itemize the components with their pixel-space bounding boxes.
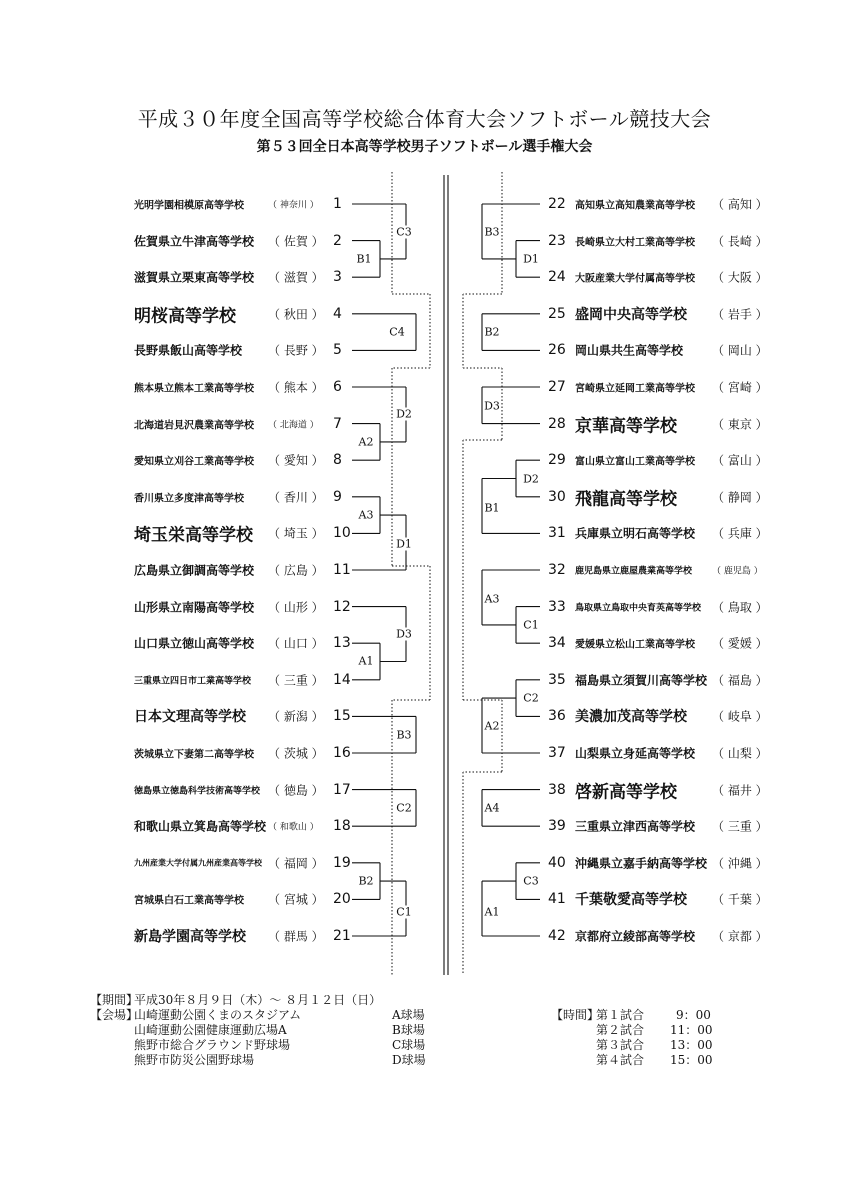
prefecture: （ 新潟 ）	[268, 709, 324, 724]
match-label: A3	[484, 592, 500, 606]
prefecture: （ 兵庫 ）	[712, 526, 768, 541]
prefecture: （ 茨城 ）	[268, 746, 324, 761]
prefecture: （ 福井 ）	[712, 783, 768, 798]
seed-number: 8	[333, 452, 342, 469]
team-name: 広島県立御調高等学校	[134, 563, 255, 578]
team-name: 光明学園相模原高等学校	[134, 200, 244, 212]
team-name: 啓新高等学校	[575, 782, 677, 803]
prefecture: （ 高知 ）	[712, 197, 768, 212]
match-label: B2	[484, 325, 500, 339]
time-label: 【時間】	[551, 1008, 600, 1022]
team-name: 大阪産業大学付属高等学校	[575, 273, 695, 285]
seed-number: 18	[333, 818, 351, 835]
team-name: 鳥取県立鳥取中央育英高等学校	[575, 603, 702, 614]
prefecture: （ 大阪 ）	[712, 270, 768, 285]
match-label: B1	[356, 252, 372, 266]
team-name: 京華高等学校	[575, 416, 677, 437]
match-label: A2	[358, 435, 374, 449]
team-name: 九州産業大学付属九州産業高等学校	[134, 858, 262, 868]
team-name: 京都府立綾部高等学校	[575, 929, 696, 944]
match-label: C1	[396, 905, 412, 919]
seed-number: 9	[333, 488, 342, 505]
prefecture: （ 東京 ）	[712, 417, 768, 432]
prefecture: （ 熊本 ）	[268, 380, 324, 395]
prefecture: （ 福島 ）	[712, 673, 768, 688]
prefecture: （ 香川 ）	[268, 490, 324, 505]
page-subtitle: 第５３回全日本高等学校男子ソフトボール選手権大会	[256, 139, 593, 155]
prefecture: （ 和歌山 ）	[268, 822, 319, 833]
prefecture: （ 岩手 ）	[712, 307, 768, 322]
game-name: 第４試合	[596, 1053, 645, 1067]
prefecture: （ 山形 ）	[268, 600, 324, 615]
team-name: 徳島県立徳島科学技術高等学校	[134, 786, 261, 797]
seed-number: 25	[548, 305, 566, 322]
seed-number: 4	[333, 305, 342, 322]
prefecture: （ 沖縄 ）	[712, 856, 768, 871]
team-name: 富山県立富山工業高等学校	[575, 456, 695, 468]
seed-number: 26	[548, 342, 566, 359]
team-name: 盛岡中央高等学校	[575, 306, 687, 323]
prefecture: （ 滋賀 ）	[268, 270, 324, 285]
venue-code: A球場	[392, 1008, 425, 1022]
seed-number: 5	[333, 342, 342, 359]
venue-code: C球場	[392, 1038, 426, 1052]
prefecture: （ 長野 ）	[268, 343, 324, 358]
match-label: B3	[396, 728, 412, 742]
game-time: 15：00	[670, 1053, 713, 1067]
prefecture: （ 愛知 ）	[268, 453, 324, 468]
team-name: 宮崎県立延岡工業高等学校	[575, 383, 695, 395]
seed-number: 24	[548, 269, 566, 286]
seed-number: 31	[548, 525, 566, 542]
prefecture: （ 群馬 ）	[268, 929, 324, 944]
prefecture: （ 宮崎 ）	[712, 380, 768, 395]
team-name: 飛龍高等学校	[575, 489, 677, 510]
prefecture: （ 鳥取 ）	[712, 600, 768, 615]
prefecture: （ 岡山 ）	[712, 343, 768, 358]
seed-number: 20	[333, 891, 351, 908]
seed-number: 40	[548, 854, 566, 871]
team-name: 長野県飯山高等学校	[134, 343, 243, 358]
team-name: 明桜高等学校	[134, 306, 236, 327]
team-name: 茨城県立下妻第二高等学校	[134, 749, 254, 761]
period-value: 平成30年８月９日（木）～ ８月１２日（日）	[134, 993, 382, 1007]
venue-name: 熊野市総合グラウンド野球場	[134, 1038, 291, 1052]
seed-number: 29	[548, 452, 566, 469]
seed-number: 16	[333, 745, 351, 761]
seed-number: 2	[333, 232, 342, 249]
match-label: A3	[358, 508, 374, 522]
team-name: 三重県立津西高等学校	[575, 819, 696, 834]
prefecture: （ 京都 ）	[712, 929, 768, 944]
seed-number: 36	[548, 708, 566, 725]
team-name: 北海道岩見沢農業高等学校	[134, 420, 254, 432]
match-label: D2	[396, 407, 412, 421]
prefecture: （ 佐賀 ）	[268, 234, 324, 249]
team-name: 日本文理高等学校	[134, 709, 246, 726]
match-label: D1	[396, 537, 412, 551]
venue-name: 山崎運動公園くまのスタジアム	[134, 1008, 302, 1022]
match-label: B2	[358, 874, 374, 888]
team-name: 沖縄県立嘉手納高等学校	[575, 856, 708, 871]
seed-number: 7	[333, 415, 342, 432]
prefecture: （ 富山 ）	[712, 453, 768, 468]
seed-number: 39	[548, 818, 566, 835]
seed-number: 34	[548, 635, 566, 652]
venue-code: B球場	[392, 1023, 425, 1037]
seed-number: 30	[548, 488, 566, 505]
seed-number: 6	[333, 379, 342, 395]
team-name: 兵庫県立明石高等学校	[575, 526, 696, 541]
match-label: D3	[396, 627, 412, 641]
team-name: 愛媛県立松山工業高等学校	[575, 639, 695, 651]
seed-number: 13	[333, 635, 351, 652]
team-name: 宮城県白石工業高等学校	[134, 895, 244, 907]
prefecture: （ 山口 ）	[268, 636, 324, 651]
seed-number: 27	[548, 379, 566, 395]
seed-number: 22	[548, 196, 566, 212]
seed-number: 12	[333, 598, 351, 615]
team-name: 新島学園高等学校	[134, 929, 246, 945]
prefecture: （ 千葉 ）	[712, 892, 768, 907]
seed-number: 28	[548, 415, 566, 432]
seed-number: 11	[333, 562, 351, 578]
team-name: 長崎県立大村工業高等学校	[575, 237, 695, 249]
prefecture: （ 三重 ）	[268, 673, 324, 688]
venue-name: 熊野市防災公園野球場	[134, 1053, 255, 1067]
prefecture: （ 山梨 ）	[712, 746, 768, 761]
match-label: C3	[523, 874, 539, 888]
prefecture: （ 長崎 ）	[712, 234, 768, 249]
seed-number: 33	[548, 598, 566, 615]
match-label: C3	[396, 225, 412, 239]
game-name: 第１試合	[596, 1008, 645, 1022]
prefecture: （ 秋田 ）	[268, 307, 324, 322]
team-name: 山口県立徳山高等学校	[134, 636, 255, 651]
team-name: 山形県立南陽高等学校	[134, 600, 255, 615]
prefecture: （ 埼玉 ）	[268, 526, 324, 541]
prefecture: （ 広島 ）	[268, 563, 324, 578]
match-label: A4	[484, 801, 500, 815]
match-label: B3	[484, 225, 500, 239]
team-name: 高知県立高知農業高等学校	[575, 200, 695, 212]
team-name: 三重県立四日市工業高等学校	[134, 676, 252, 687]
prefecture: （ 宮城 ）	[268, 892, 324, 907]
team-name: 和歌山県立箕島高等学校	[134, 819, 267, 834]
seed-number: 21	[333, 928, 351, 944]
team-name: 滋賀県立栗東高等学校	[134, 270, 255, 285]
prefecture: （ 岐阜 ）	[712, 709, 768, 724]
prefecture: （ 徳島 ）	[268, 783, 324, 798]
seed-number: 32	[548, 562, 566, 578]
seed-number: 38	[548, 781, 566, 798]
seed-number: 10	[333, 525, 351, 542]
seed-number: 23	[548, 232, 566, 249]
team-name: 岡山県共生高等学校	[575, 343, 684, 358]
match-label: B1	[484, 501, 500, 515]
game-name: 第３試合	[596, 1038, 645, 1052]
team-name: 鹿児島県立鹿屋農業高等学校	[575, 566, 693, 577]
prefecture: （ 福岡 ）	[268, 856, 324, 871]
team-name: 美濃加茂高等学校	[575, 709, 687, 726]
seed-number: 41	[548, 891, 566, 908]
prefecture: （ 神奈川 ）	[268, 200, 319, 211]
match-label: C2	[396, 801, 412, 815]
match-label: A2	[484, 719, 500, 733]
team-name: 佐賀県立牛津高等学校	[134, 234, 255, 249]
match-label: C1	[523, 618, 539, 632]
team-name: 愛知県立刈谷工業高等学校	[134, 456, 254, 468]
prefecture: （ 北海道 ）	[268, 420, 319, 431]
period-label: 【期間】	[90, 993, 139, 1007]
seed-number: 1	[333, 196, 342, 212]
seed-number: 37	[548, 745, 566, 761]
match-label: D3	[484, 399, 500, 413]
match-label: A1	[484, 905, 500, 919]
prefecture: （ 愛媛 ）	[712, 636, 768, 651]
team-name: 香川県立多度津高等学校	[134, 493, 244, 505]
game-name: 第２試合	[596, 1023, 645, 1037]
venue-label: 【会場】	[90, 1008, 139, 1022]
team-name: 山梨県立身延高等学校	[575, 746, 696, 761]
game-time: 13：00	[670, 1038, 713, 1052]
seed-number: 14	[333, 671, 351, 688]
seed-number: 42	[548, 928, 566, 944]
prefecture: （ 三重 ）	[712, 819, 768, 834]
match-label: D2	[523, 472, 539, 486]
seed-number: 15	[333, 708, 351, 725]
match-label: A1	[358, 654, 374, 668]
page-title: 平成３０年度全国高等学校総合体育大会ソフトボール競技大会	[137, 107, 712, 131]
seed-number: 19	[333, 854, 351, 871]
prefecture: （ 静岡 ）	[712, 490, 768, 505]
team-name: 福島県立須賀川高等学校	[575, 673, 708, 688]
game-time: 11：00	[670, 1023, 713, 1037]
prefecture: （ 鹿児島 ）	[712, 566, 763, 577]
seed-number: 35	[548, 671, 566, 688]
team-name: 熊本県立熊本工業高等学校	[134, 383, 254, 395]
team-name: 千葉敬愛高等学校	[575, 892, 687, 909]
match-label: C4	[389, 325, 405, 339]
seed-number: 17	[333, 781, 351, 798]
seed-number: 3	[333, 269, 342, 286]
venue-code: D球場	[392, 1053, 426, 1067]
match-label: C2	[523, 691, 539, 705]
game-time: 9：00	[676, 1008, 711, 1022]
venue-name: 山崎運動公園健康運動広場A	[134, 1023, 287, 1037]
match-label: D1	[523, 252, 539, 266]
team-name: 埼玉栄高等学校	[134, 525, 253, 546]
